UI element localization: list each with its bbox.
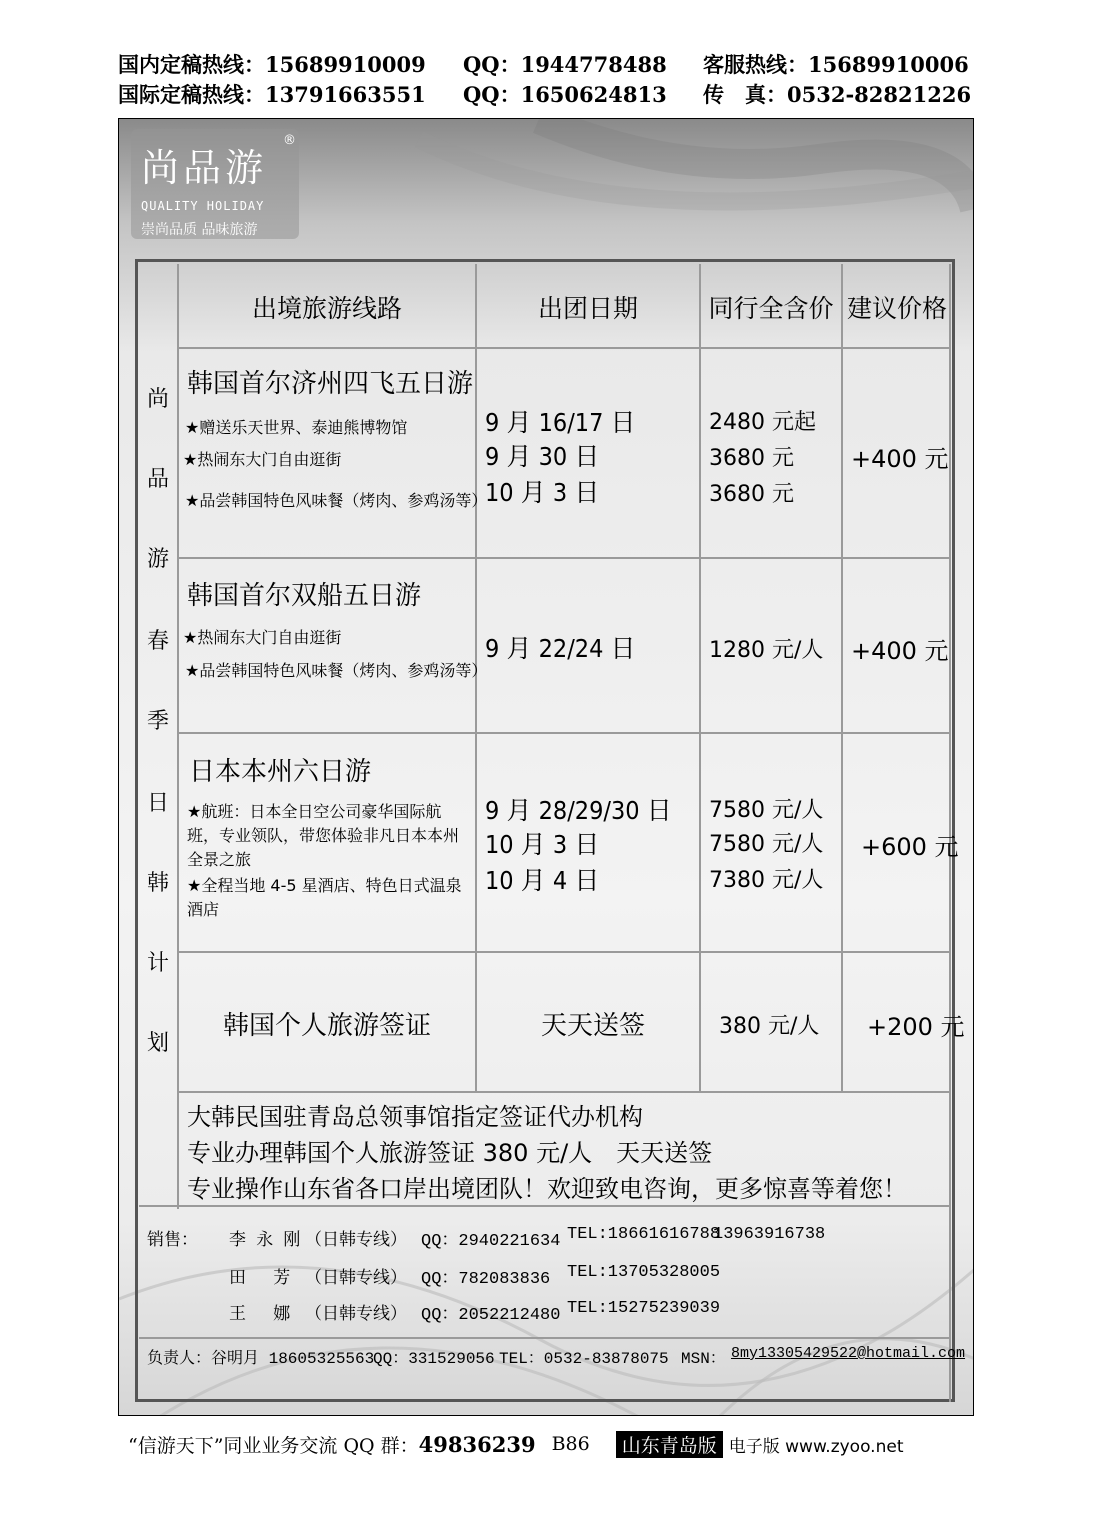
- footer-page-number: B86: [551, 1433, 590, 1455]
- side-title-char: 游: [147, 547, 170, 572]
- manager-msn-label: MSN：: [681, 1350, 726, 1368]
- trade-price: 1280 元/人: [709, 638, 824, 663]
- side-title-char: 划: [147, 1031, 170, 1056]
- route-feature: 酒店: [187, 900, 220, 919]
- trade-price: 3680 元: [709, 446, 794, 471]
- route-feature: ★赠送乐天世界、泰迪熊博物馆: [185, 418, 408, 437]
- promo-line: 专业办理韩国个人旅游签证 380 元/人 天天送签: [187, 1139, 713, 1167]
- route-feature: 班，专业领队，带您体验非凡日本本州: [187, 826, 460, 845]
- departure-date: 9 月 22/24 日: [485, 634, 636, 663]
- sales-line: （日韩专线）: [305, 1270, 407, 1289]
- logo-english: QUALITY HOLIDAY: [141, 199, 265, 213]
- route-feature: ★品尝韩国特色风味餐（烤肉、参鸡汤等）: [185, 491, 488, 510]
- page-footer: [128, 1430, 973, 1458]
- sales-qq: QQ：2052212480: [421, 1306, 561, 1325]
- promo-line: 大韩民国驻青岛总领事馆指定签证代办机构: [187, 1103, 643, 1131]
- departure-date: 10 月 3 日: [485, 478, 600, 507]
- trade-price: 7580 元/人: [709, 798, 824, 823]
- footer-group-label: “信游天下”同业业务交流 QQ 群：: [128, 1434, 419, 1457]
- footer-website[interactable]: 电子版 www.zyoo.net: [728, 1436, 904, 1457]
- route-name: 韩国首尔双船五日游: [187, 581, 422, 611]
- route-name: 日本本州六日游: [189, 757, 372, 787]
- departure-date: 9 月 16/17 日: [485, 408, 636, 437]
- side-title-char: 季: [147, 709, 170, 734]
- route-feature: ★全程当地 4-5 星酒店、特色日式温泉: [187, 876, 462, 895]
- grid-line: [699, 264, 701, 1093]
- sales-line: （日韩专线）: [305, 1306, 407, 1325]
- sales-name: 王 娜: [229, 1306, 291, 1325]
- route-feature: ★品尝韩国特色风味餐（烤肉、参鸡汤等）: [185, 661, 488, 680]
- header-dates: 出团日期: [537, 294, 638, 323]
- route-feature: ★热闹东大门自由逛街: [183, 628, 342, 647]
- logo-slogan: 崇尚品质 品味旅游: [141, 222, 258, 238]
- route-name: 韩国个人旅游签证: [223, 1011, 432, 1041]
- manager-qq: QQ：331529056: [373, 1350, 495, 1368]
- trade-price: 380 元/人: [719, 1014, 820, 1039]
- grid-line: [177, 951, 951, 953]
- suggested-price: +400 元: [851, 445, 949, 473]
- sales-extra-phone: 13963916738: [713, 1225, 826, 1244]
- manager-contact: 负责人：谷明月 18605325563: [147, 1350, 375, 1368]
- trade-price: 7580 元/人: [709, 832, 824, 857]
- trade-price: 7380 元/人: [709, 868, 824, 893]
- side-title-char: 尚: [147, 387, 170, 412]
- side-title-char: 计: [147, 951, 170, 976]
- registered-mark: ®: [283, 133, 296, 148]
- fax-number: 传 真：0532-82821226: [703, 82, 972, 107]
- sales-name: 田 芳: [229, 1270, 291, 1289]
- header-route: 出境旅游线路: [251, 294, 402, 323]
- hotlines: [118, 50, 978, 110]
- header-trade-price: 同行全含价: [708, 294, 834, 323]
- logo-name: 尚品游: [141, 146, 268, 190]
- route-name: 韩国首尔济州四飞五日游: [187, 369, 474, 399]
- suggested-price: +600 元: [861, 833, 959, 861]
- side-title-char: 韩: [147, 871, 170, 896]
- trade-price: 3680 元: [709, 482, 794, 507]
- international-qq: QQ：1650624813: [463, 82, 667, 107]
- route-feature: ★热闹东大门自由逛街: [183, 450, 342, 469]
- side-title-char: 春: [147, 629, 170, 654]
- service-hotline: 客服热线：15689910006: [703, 52, 969, 77]
- grid-line: [139, 1337, 951, 1339]
- domestic-hotline: 国内定稿热线：15689910009: [118, 52, 426, 77]
- side-vertical-title: [139, 264, 179, 1209]
- route-feature: 全景之旅: [187, 850, 252, 869]
- sales-qq: QQ：2940221634: [421, 1232, 561, 1251]
- grid-line: [841, 264, 843, 1093]
- hotline-row-international: [118, 80, 978, 110]
- sales-name: 李 永 刚: [229, 1232, 301, 1251]
- departure-date: 9 月 28/29/30 日: [485, 796, 672, 825]
- promo-line: 专业操作山东省各口岸出境团队！欢迎致电咨询，更多惊喜等着您！: [187, 1175, 907, 1203]
- grid-line: [177, 732, 951, 734]
- side-title-char: 日: [147, 791, 170, 816]
- grid-line: [139, 1205, 951, 1207]
- manager-msn[interactable]: 8my13305429522@hotmail.com: [731, 1345, 966, 1362]
- side-title-char: 品: [147, 467, 170, 492]
- sales-qq: QQ：782083836: [421, 1270, 551, 1289]
- hotline-row-domestic: [118, 50, 978, 80]
- grid-line: [177, 557, 951, 559]
- domestic-qq: QQ：1944778488: [463, 52, 667, 77]
- sales-line: （日韩专线）: [305, 1232, 407, 1251]
- grid-line: [177, 347, 951, 349]
- grid-line: [177, 1091, 951, 1093]
- visa-schedule: 天天送签: [541, 1011, 646, 1041]
- edition-badge: 山东青岛版: [616, 1431, 723, 1458]
- sales-label: 销售：: [147, 1232, 198, 1251]
- departure-date: 10 月 3 日: [485, 830, 600, 859]
- manager-tel: TEL：0532-83878075: [499, 1350, 669, 1368]
- suggested-price: +400 元: [851, 637, 949, 665]
- departure-date: 10 月 4 日: [485, 866, 600, 895]
- sales-tel: TEL:13705328005: [567, 1263, 721, 1282]
- trade-price: 2480 元起: [709, 410, 816, 435]
- footer-qq-group: 49836239: [418, 1431, 536, 1457]
- route-feature: ★航班：日本全日空公司豪华国际航: [187, 802, 442, 821]
- sales-tel: TEL:15275239039: [567, 1299, 721, 1318]
- departure-date: 9 月 30 日: [485, 442, 600, 471]
- ad-panel: [118, 118, 974, 1416]
- international-hotline: 国际定稿热线：13791663551: [118, 82, 426, 107]
- brand-logo: [131, 129, 299, 239]
- header-suggested-price: 建议价格: [846, 294, 947, 323]
- sales-tel: TEL:18661616788: [567, 1225, 721, 1244]
- suggested-price: +200 元: [867, 1013, 965, 1041]
